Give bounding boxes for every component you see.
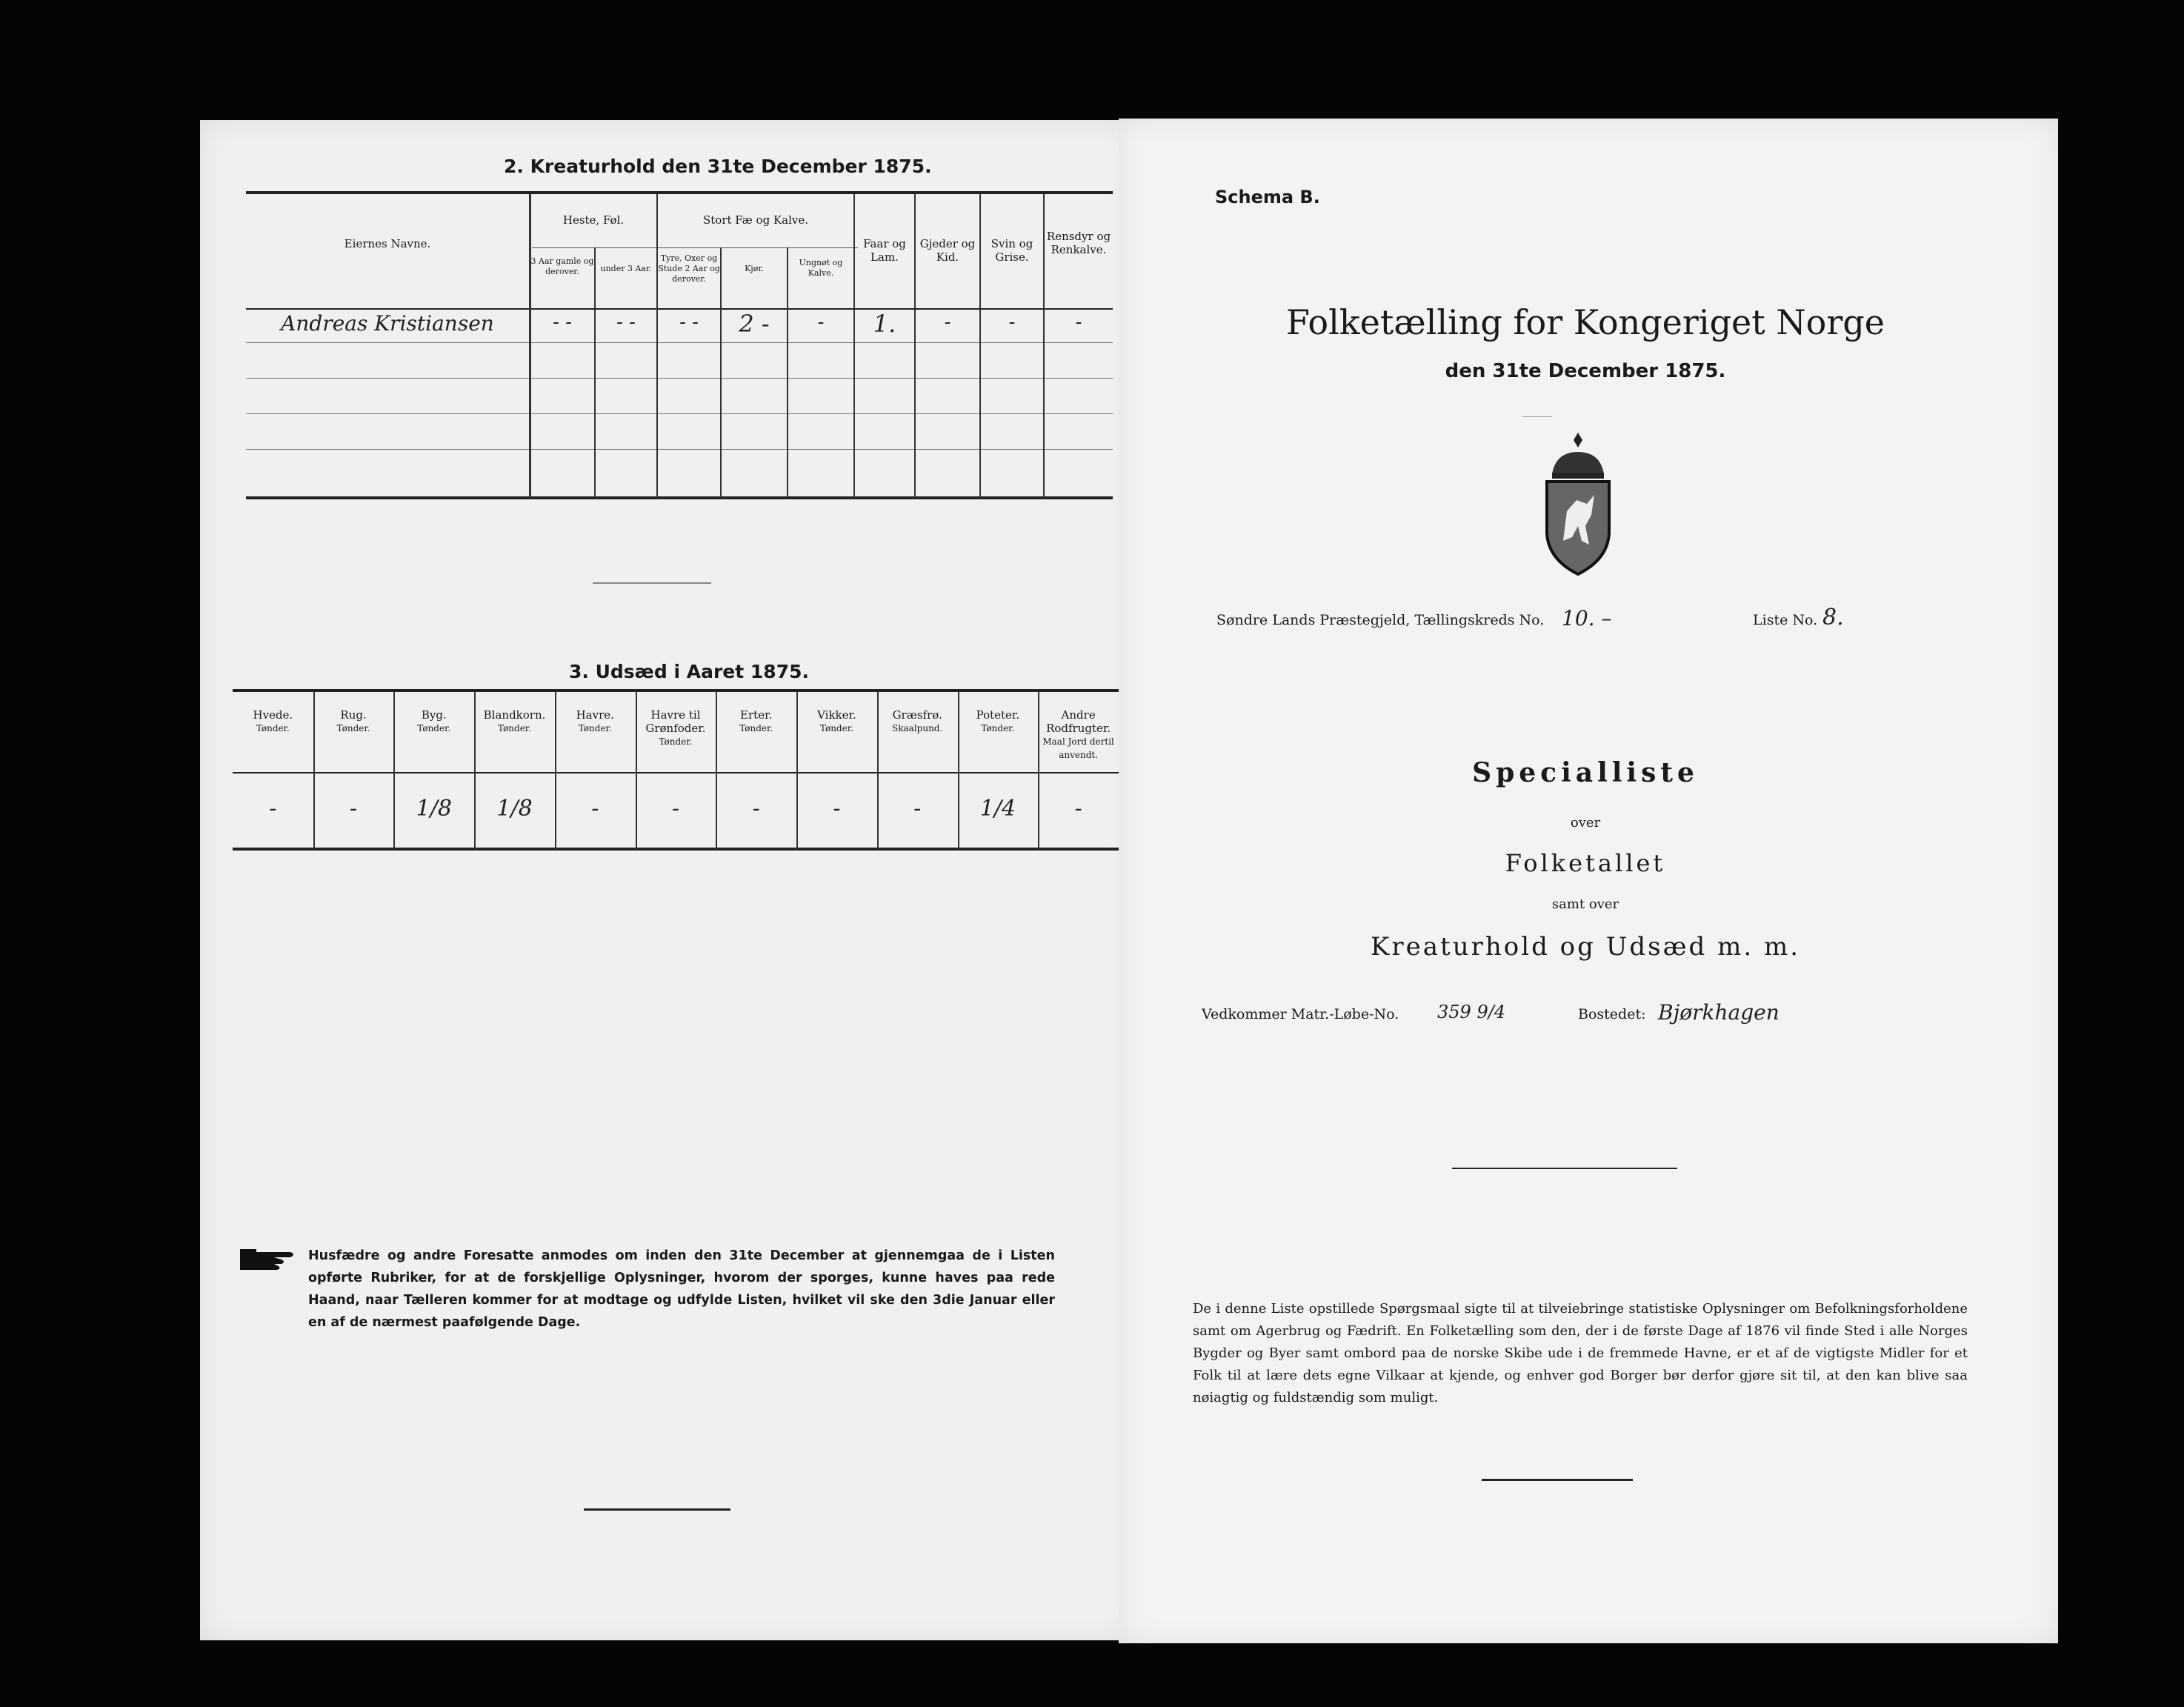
s3-header-name: Andre Rodfrugter. (1046, 708, 1111, 735)
s3-header-unit: Maal Jord dertil anvendt. (1042, 736, 1114, 760)
subtitle-rule (1522, 416, 1552, 417)
specialliste-title: Specialliste (1472, 757, 1699, 788)
s2-row-rule (246, 449, 1113, 450)
parish-label: Søndre Lands Præstegjeld, Tællingskreds No. (1216, 612, 1545, 628)
matr-label: Vedkommer Matr.-Løbe-No. (1202, 1006, 1399, 1022)
s2-row-rule (246, 342, 1113, 343)
s2-row-rule (246, 413, 1113, 414)
s3-header-name: Poteter. (976, 708, 1020, 722)
s3-header (313, 708, 394, 735)
hdr-goats: Gjeder og Kid. (919, 237, 976, 264)
s2-col-line (787, 247, 788, 498)
s3-header (233, 708, 313, 735)
s3-header-name: Byg. (421, 708, 447, 722)
s3-header-name: Havre. (576, 708, 614, 722)
s3-header-unit: Tønder. (659, 736, 693, 747)
schema-label: Schema B. (1215, 187, 1320, 207)
section3-title: 3. Udsæd i Aaret 1875. (569, 661, 809, 682)
s2-val-cattle-a: - - (679, 311, 699, 333)
notice-text: Husfædre og andre Foresatte anmodes om inden den 31te December at gjennemgaa de i Listen opførte Rubriker, for at de forskjellige Oplysninger, hvorom der sporges, kunne haves paa rede Haand, naar Tælleren kommer for at modtage og udfylde Listen, hvilket vil ske den 3die Januar eller en af de nærmest paafølgende Dage. (308, 1248, 1055, 1330)
s3-header-name: Rug. (340, 708, 367, 722)
kreaturhold-text: Kreaturhold og Udsæd m. m. (1370, 932, 1800, 962)
s2-val-cattle-b: 2 - (739, 310, 770, 338)
s2-top-rule (246, 191, 1113, 194)
s3-header-unit: Tønder. (739, 723, 773, 733)
hdr-reindeer: Rensdyr og Renkalve. (1046, 230, 1111, 256)
coat-of-arms-icon (1534, 430, 1622, 578)
s3-header-unit: Skaalpund. (892, 723, 943, 733)
s2-val-horses-a: - - (553, 311, 572, 333)
pointing-hand-icon (239, 1245, 298, 1274)
left-page (200, 120, 1135, 1640)
s3-header-unit: Tønder. (578, 723, 612, 733)
s2-val-reindeer: - (1075, 311, 1082, 333)
s3-value: - (752, 796, 760, 822)
s2-val-sheep: 1. (873, 310, 896, 338)
s3-top-rule (233, 689, 1119, 692)
hdr-pigs: Svin og Grise. (991, 237, 1033, 264)
hdr-cattle-c: Ungnøt og Kalve. (799, 258, 843, 278)
s3-value: 1/8 (496, 796, 533, 822)
hdr-cattle-a: Tyre, Oxer og Stude 2 Aar og derover. (658, 253, 720, 284)
s3-header (716, 708, 796, 735)
s3-value: - (1074, 796, 1082, 822)
hdr-horses: Heste, Føl. (562, 213, 625, 227)
s3-header-unit: Tønder. (498, 723, 532, 733)
s2-col-line (529, 194, 531, 498)
s3-value: 1/8 (416, 796, 452, 822)
s2-val-pigs: - (1008, 311, 1016, 333)
s3-value: - (269, 796, 277, 822)
explanation-paragraph: De i denne Liste opstillede Spørgsmaal sigte til at tilveiebringe statistiske Oplysninger om Befolkningsforholdene samt om Agerbrug og Fædrift. En Folketælling som den, der i de første Dage af 1876 vil finde Sted i alle Norges Bygder og Byer samt ombord paa de norske Skibe ude i de fremmede Havne, er et af de vigtigste Midler for et Folk til at lære dets egne Vilkaar at kjende, og enhver god Borger bør derfor gjøre sit til, at den kan blive saa nøiagtig og fuldstændig som muligt. (1193, 1301, 1968, 1405)
s3-header (636, 708, 716, 748)
s2-bottom-rule (246, 496, 1113, 499)
hdr-horses-a: 3 Aar gamle og derover. (530, 256, 594, 276)
right-page (1119, 119, 2058, 1643)
s2-val-goats: - (944, 311, 951, 333)
bosted-value: Bjørkhagen (1658, 1000, 1780, 1025)
s3-header-unit: Tønder. (336, 723, 370, 733)
s3-header (1038, 708, 1119, 762)
s2-subheader-rule (532, 247, 858, 248)
s2-col-line (656, 194, 658, 498)
bosted-label: Bostedet: (1578, 1006, 1646, 1022)
s3-header-name: Hvede. (253, 708, 293, 722)
s3-header-unit: Tønder. (417, 723, 451, 733)
s2-owner-name: Andreas Kristiansen (281, 311, 494, 336)
s2-col-line (594, 247, 596, 498)
s3-header-name: Vikker. (817, 708, 856, 722)
s3-value: - (833, 796, 841, 822)
s3-header-name: Erter. (740, 708, 773, 722)
hdr-owner: Eiernes Navne. (344, 237, 431, 250)
bottom-rule (1482, 1479, 1633, 1481)
s3-header-unit: Tønder. (981, 723, 1015, 733)
folketallet-text: Folketallet (1505, 849, 1666, 877)
liste-number: 8. (1822, 605, 1844, 630)
main-subtitle: den 31te December 1875. (1445, 360, 1726, 382)
bottom-divider (584, 1508, 730, 1511)
hdr-sheep: Faar og Lam. (863, 237, 906, 264)
hdr-cattle: Stort Fæ og Kalve. (702, 213, 809, 227)
s3-header (555, 708, 636, 735)
s2-header-rule (246, 308, 1113, 310)
section2-title: 2. Kreaturhold den 31te December 1875. (504, 156, 932, 177)
s2-col-line (720, 247, 722, 498)
s3-header-rule (233, 772, 1119, 773)
s3-value: - (913, 796, 922, 822)
s3-header-unit: Tønder. (819, 723, 853, 733)
s3-bottom-rule (233, 848, 1119, 851)
main-title: Folketælling for Kongeriget Norge (1286, 302, 1885, 342)
s3-header (474, 708, 555, 735)
s3-header-unit: Tønder. (256, 723, 290, 733)
hdr-horses-b: under 3 Aar. (600, 264, 652, 273)
hdr-cattle-b: Kjør. (745, 264, 764, 273)
kreds-number: 10. – (1562, 606, 1612, 630)
s2-val-cattle-c: - (817, 311, 825, 333)
s3-value: - (591, 796, 599, 822)
over-text: over (1570, 815, 1601, 831)
s2-val-horses-b: - - (616, 311, 636, 333)
samt-over-text: samt over (1551, 896, 1619, 912)
s3-header (958, 708, 1039, 735)
s3-value: 1/4 (979, 796, 1016, 822)
s3-header (796, 708, 877, 735)
s3-header (393, 708, 474, 735)
s2-row-rule (246, 378, 1113, 379)
liste-label: Liste No. (1753, 612, 1818, 628)
s3-header-name: Græsfrø. (892, 708, 942, 722)
divider (593, 582, 711, 584)
s3-header-name: Havre til Grønfoder. (645, 708, 706, 735)
s3-value: - (350, 796, 358, 822)
s3-header (877, 708, 958, 735)
mid-rule (1452, 1168, 1677, 1169)
s3-value: - (671, 796, 680, 822)
s3-header-name: Blandkorn. (483, 708, 546, 722)
matr-number: 359 9/4 (1437, 1002, 1506, 1022)
